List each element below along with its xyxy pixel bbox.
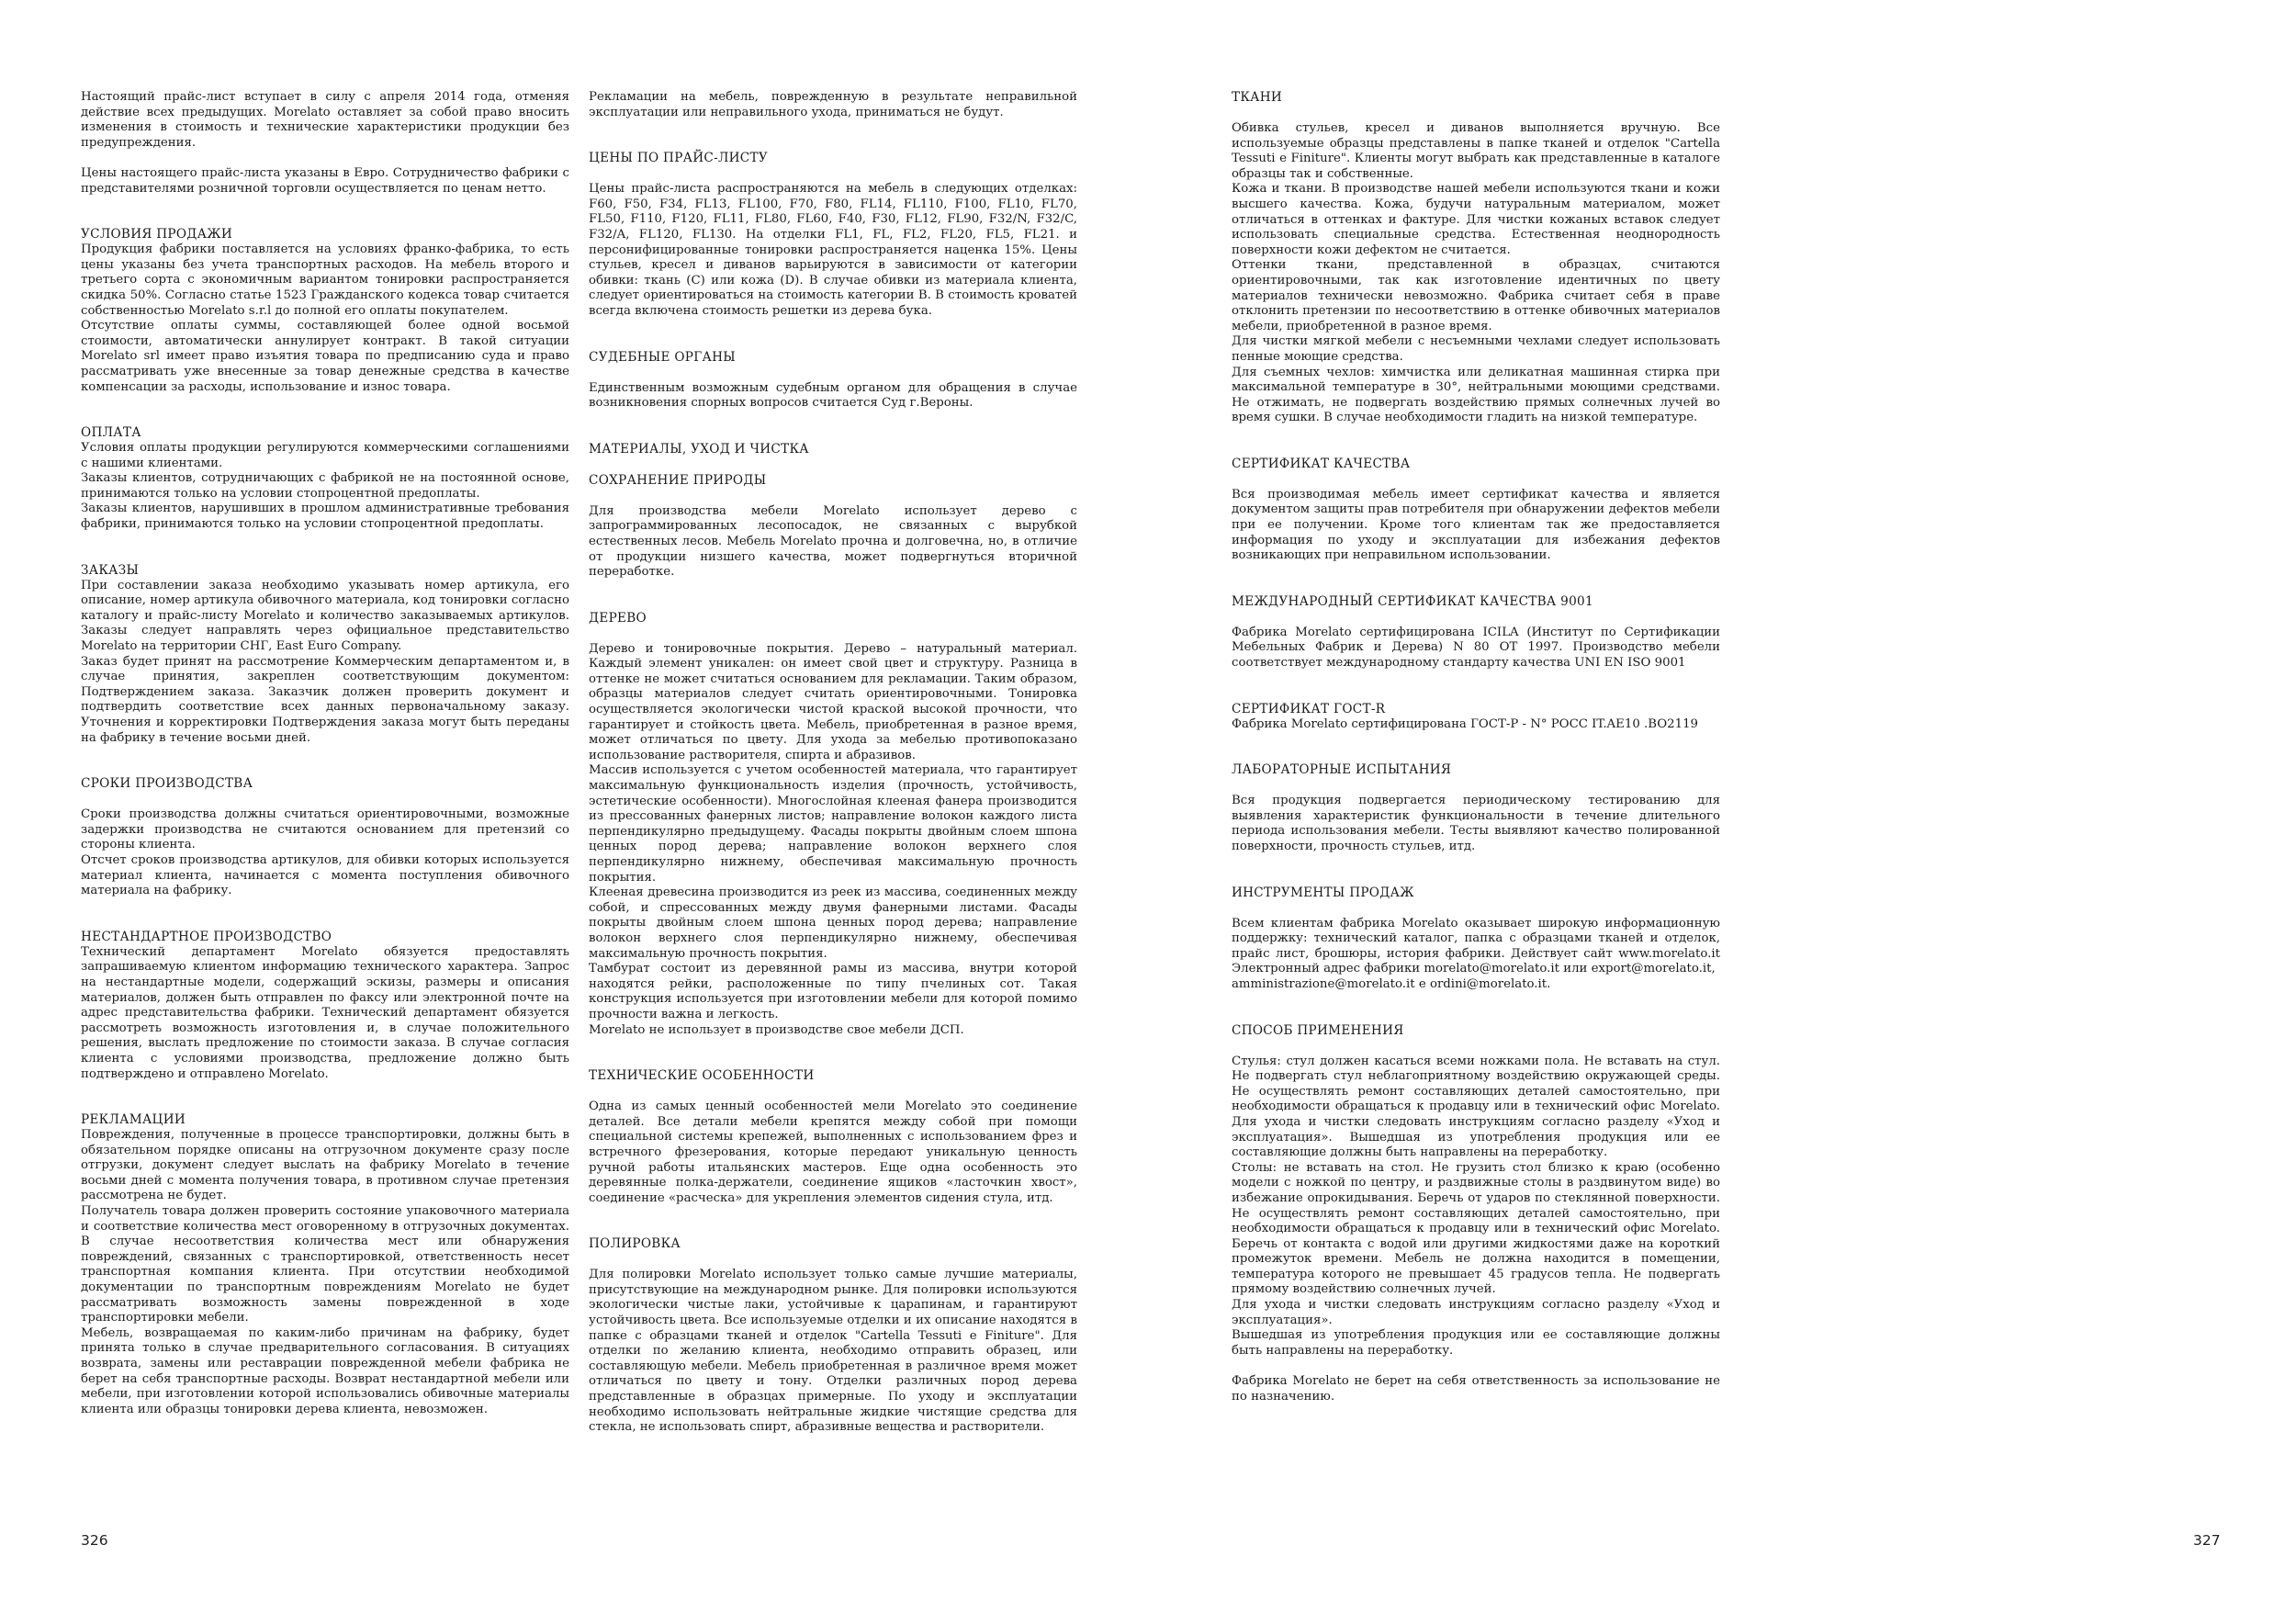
section-paragraph: Обивка стульев, кресел и диванов выполняется вручную. Все используемые образцы представлены в папке тканей и отделок "Cartella Tessuti e Finiture". Клиенты могут выбрать как представленные в каталоге образцы так и собственные.: [1232, 121, 1720, 181]
section-paragraph: Единственным возможным судебным органом для обращения в случае возникновения спорных вопросов считается Суд г.Вероны.: [589, 380, 1077, 411]
section-paragraph: Стулья: стул должен касаться всеми ножками пола. Не вставать на стул. Не подвергать стул неблагоприятному воздействию окружающей среды. Не осуществлять ремонт составляющих деталей самостоятельно, при необходимости обращаться к продавцу или в технический офис Morelato. Для ухода и чистки следовать инструкциям согласно разделу «Уход и эксплуатация». Вышедшая из употребления продукция или ее составляющие должны быть направлены на переработку.: [1232, 1054, 1720, 1160]
section-title: ЗАКАЗЫ: [81, 562, 140, 578]
section-paragraph: Получатель товара должен проверить состояние упаковочного материала и соответствие количества мест оговоренному в отгрузочных документах. В случае несоответствия количества мест или обнаружения повреждений, связанных с транспортировкой, ответственность несет транспортная компания клиента. При отсутствии необходимой документации по транспортным повреждениям Morelato не будет рассматривать возможность замены поврежденной в ходе транспортировки мебели.: [81, 1204, 569, 1325]
page-number-right: 327: [2193, 1532, 2221, 1549]
section-wood: [589, 611, 1077, 1038]
section-paragraph: Массив используется с учетом особенностей материала, что гарантирует максимальную функциональность изделия (прочность, устойчивость, эстетические особенности). Многослойная клееная фанера производится из прессованных фанерных листов; направление волокон каждого листа перпендикулярно предыдущему. Фасады покрыты двойным слоем шпона ценных пород дерева; направление волокон верхнего слоя перпендикулярно нижнему, обеспечивая максимальную прочность покрытия.: [589, 763, 1077, 885]
section-sales-tools: [1232, 885, 1720, 993]
section-paragraph: Для чистки мягкой мебели с несъемными чехлами следует использовать пенные моющие средства.: [1232, 334, 1720, 364]
section-title: ДЕРЕВО: [589, 610, 647, 626]
section-payment: [81, 425, 569, 533]
section-title: МАТЕРИАЛЫ, УХОД И ЧИСТКА: [589, 441, 809, 457]
section-paragraph: Фабрика Morelato сертифицирована ICILA (Институт по Сертификации Мебельных Фабрик и Дерева) N 80 ОТ 1997. Производство мебели соответствует международному стандарту качества UNI EN ISO 9001: [1232, 625, 1720, 671]
section-paragraph: Повреждения, полученные в процессе транспортировки, должны быть в обязательном порядке описаны на отгрузочном документе сразу после отгрузки, документ следует выслать на фабрику Morelato в течение восьми дней с момента получения товара, в противном случае претензия рассмотрена не будет.: [81, 1128, 569, 1203]
section-claims: [81, 1112, 569, 1417]
section-courts: [589, 350, 1077, 412]
section-paragraph: Для съемных чехлов: химчистка или деликатная машинная стирка при максимальной температуре в 30°, нейтральными моющими средствами. Не отжимать, не подвергать воздействию прямых солнечных лучей во время сушки. В случае необходимости гладить на низкой температуре.: [1232, 365, 1720, 425]
section-iso-certificate: [1232, 594, 1720, 671]
section-title: ЦЕНЫ ПО ПРАЙС-ЛИСТУ: [589, 151, 768, 166]
section-usage: [1232, 1023, 1720, 1405]
intro-section: [81, 90, 569, 197]
section-price-list: [589, 151, 1077, 319]
section-paragraph: Одна из самых ценный особенностей мели Morelato это соединение деталей. Все детали мебели крепятся между собой при помощи специальной системы крепежей, выполненных с использованием фрез и встречного фрезерования, которые передают уникальную ценность ручной работы итальянских мастеров. Еще одна особенность это деревянные полка-держатели, соединение ящиков «ласточкин хвост», соединение «расческа» для укрепления элементов сидения стула, итд.: [589, 1100, 1077, 1205]
section-paragraph: Вся производимая мебель имеет сертификат качества и является документом защиты прав потребителя при обнаружении дефектов мебели при ее получении. Кроме того клиентам так же предоставляется информация по уходу и эксплуатации для избежания дефектов возникающих при неправильном использовании.: [1232, 487, 1720, 563]
section-fabrics: [1232, 90, 1720, 426]
section-materials: [589, 442, 1077, 581]
section-paragraph: Заказ будет принят на рассмотрение Коммерческим департаментом и, в случае принятия, закреплен соответствующим документом: Подтверждением заказа. Заказчик должен проверить документ и подтвердить соответствие всех данных первоначальному заказу. Уточнения и корректировки Подтверждения заказа могут быть переданы на фабрику в течение восьми дней.: [81, 654, 569, 745]
section-title: СРОКИ ПРОИЗВОДСТВА: [81, 776, 253, 792]
section-gost-certificate: [1232, 702, 1720, 733]
section-title: ИНСТРУМЕНТЫ ПРОДАЖ: [1232, 885, 1414, 900]
section-paragraph: Оттенки ткани, представленной в образцах, считаются ориентировочными, так как изготовление идентичных по цвету материалов технически невозможно. Фабрика считает себя в праве отклонить претензии по несоответствию в оттенке обивочных материалов мебели, приобретенной в разное время.: [1232, 258, 1720, 333]
section-title: МЕЖДУНАРОДНЫЙ СЕРТИФИКАТ КАЧЕСТВА 9001: [1232, 593, 1593, 609]
section-paragraph: Продукция фабрики поставляется на условиях франко-фабрика, то есть цены указаны без учета транспортных расходов. На мебель второго и третьего сорта с экономичным вариантом тонировки распространяется скидка 50%. Согласно статье 1523 Гражданского кодекса товар считается собственностью Morelato s.r.l до полной его оплаты покупателем.: [81, 242, 569, 318]
section-paragraph: Условия оплаты продукции регулируются коммерческими соглашениями с нашими клиентами.: [81, 441, 569, 470]
section-paragraph: Заказы клиентов, сотрудничающих с фабрикой не на постоянной основе, принимаются только на условии стопроцентной предоплаты.: [81, 471, 569, 501]
section-paragraph: Для полировки Morelato использует только самые лучшие материалы, присутствующие на международном рынке. Для полировки используются экологически чистые лаки, устойчивые к царапинам, и гарантируют устойчивость цвета. Все используемые отделки и их описание находятся в папке с образцами тканей и отделок "Cartella Tessuti e Finiture". Для отделки по желанию клиента, необходимо отправить образец, или составляющую мебели. Мебель приобретенная в различное время может отличаться по цвету и тону. Отделки различных пород дерева представленные в образцах примерные. По уходу и эксплуатации необходимо использовать нейтральные жидкие чистящие средства для стекла, не использовать спирт, абразивные вещества и растворители.: [589, 1268, 1077, 1435]
section-paragraph: Для ухода и чистки следовать инструкциям согласно разделу «Уход и эксплуатация».: [1232, 1298, 1720, 1327]
section-orders: [81, 563, 569, 747]
intro-paragraph: Цены настоящего прайс-листа указаны в Евро. Сотрудничество фабрики с представителями розничной торговли осуществляется по ценам нетто.: [81, 165, 569, 196]
section-paragraph: Цены прайс-листа распространяются на мебель в следующих отделках: F60, F50, F34, FL13, FL100, F70, F80, FL14, FL110, F100, FL10, FL70, FL50, F110, F120, FL11, FL80, FL60, F40, F30, FL12, FL90, F32/N, F32/C, F32/A, FL120, FL130. На отделки FL1, FL, FL2, FL20, FL5, FL21. и персонифицированные тонировки распространяется наценка 15%. Цены стульев, кресел и диванов варьируются в зависимости от категории обивки: ткань (C) или кожа (D). В случае обивки из материала клиента, следует ориентироваться на стоимость категории В. В стоимость кроватей всегда включена стоимость решетки из дерева бука.: [589, 182, 1077, 318]
section-title: НЕСТАНДАРТНОЕ ПРОИЗВОДСТВО: [81, 929, 332, 944]
section-paragraph: Тамбурат состоит из деревянной рамы из массива, внутри которой находятся рейки, расположенные по типу пчелиных сот. Такая конструкция используется при изготовлении мебели для которой помимо прочности важна и легкость.: [589, 962, 1077, 1021]
closing-paragraph: Фабрика Morelato не берет на себя ответственность за использование не по назначению.: [1232, 1374, 1720, 1404]
section-title: ЛАБОРАТОРНЫЕ ИСПЫТАНИЯ: [1232, 762, 1452, 778]
section-paragraph: Столы: не вставать на стол. Не грузить стол близко к краю (особенно модели с ножкой по центру, и раздвижные столы в раздвинутом виде) во избежание опрокидывания. Беречь от ударов по стеклянной поверхности. Не осуществлять ремонт составляющих деталей самостоятельно, при необходимости обращаться к продавцу или в технический офис Morelato. Беречь от контакта с водой или другими жидкостями даже на короткий промежуток времени. Мебель не должна находится в помещении, температура которого не превышает 45 градусов тепла. Не подвергать прямому воздействию солнечных лучей.: [1232, 1160, 1720, 1297]
section-paragraph: Заказы клиентов, нарушивших в прошлом административные требования фабрики, принимаются только на условии стопроцентной предоплаты.: [81, 502, 569, 532]
section-title: ТКАНИ: [1232, 90, 1283, 105]
section-subtitle: СОХРАНЕНИЕ ПРИРОДЫ: [589, 472, 767, 488]
section-paragraph: amministrazione@morelato.it e ordini@morelato.it.: [1232, 976, 1551, 991]
section-title: ПОЛИРОВКА: [589, 1236, 681, 1252]
section-paragraph: Morelato не использует в производстве свое мебели ДСП.: [589, 1022, 964, 1037]
section-paragraph: Технический департамент Morelato обязуется предоставлять запрашиваемую клиентом информацию технического характера. Запрос на нестандартные модели, содержащий эскизы, размеры и описания материалов, должен быть отправлен по факсу или электронной почте на адрес представительства фабрики. Технический департамент обязуется рассмотреть возможность изготовления и, в случае положительного решения, выслать предложение по стоимости заказа. В случае согласия клиента с условиями производства, предложение должно быть подтверждено и отправлено Morelato.: [81, 944, 569, 1081]
section-paragraph: Дерево и тонировочные покрытия. Дерево – натуральный материал. Каждый элемент уникален: он имеет свой цвет и структуру. Разница в оттенке не может считаться основанием для рекламации. Таким образом, образцы материалов следует считать ориентировочными. Тонировка осуществляется экологически чистой краской высокой прочности, что гарантирует и стойкость цвета. Мебель, приобретенная в разное время, может отличаться по цвету. Для ухода за мебелью противопоказано использование растворителя, спирта и абразивов.: [589, 641, 1077, 762]
section-title: СЕРТИФИКАТ КАЧЕСТВА: [1232, 456, 1411, 471]
section-paragraph: Кожа и ткани. В производстве нашей мебели используются ткани и кожи высшего качества. Кожа, будучи натуральным материалом, может отличаться в оттенках и фактуре. Для чистки кожаных вставок следует использовать специальные средства. Естественная неоднородность поверхности кожи дефектом не считается.: [1232, 182, 1720, 257]
section-title: ОПЛАТА: [81, 425, 141, 441]
section-technical-features: [589, 1068, 1077, 1206]
column-middle: [589, 90, 1077, 1436]
section-quality-certificate: [1232, 457, 1720, 564]
column-right: [1232, 90, 1720, 1404]
section-title: СУДЕБНЫЕ ОРГАНЫ: [589, 349, 736, 365]
section-paragraph: Для производства мебели Morelato использует дерево с запрограммированных лесопосадок, не связанных с вырубкой естественных лесов. Мебель Morelato прочна и долговечна, но, в отличие от продукции низшего качества, может подвергнуться вторичной переработке.: [589, 503, 1077, 580]
section-custom-production: [81, 930, 569, 1082]
section-title: ТЕХНИЧЕСКИЕ ОСОБЕННОСТИ: [589, 1068, 815, 1084]
section-paragraph: Сроки производства должны считаться ориентировочными, возможные задержки производства не считаются основанием для претензий со стороны клиента.: [81, 807, 569, 852]
section-paragraph: Всем клиентам фабрика Morelato оказывает широкую информационную поддержку: технический каталог, папка с образцами тканей и отделок, прайс лист, брошюры, история фабрики. Действует сайт www.morelato.it Электронный адрес фабрики morelato@morelato.it или export@morelato.it,: [1232, 916, 1720, 976]
section-paragraph: Вся продукция подвергается периодическому тестированию для выявления характеристик функциональности в течение длительного периода использования мебели. Тесты выявляют качество полированной поверхности, прочность стульев, итд.: [1232, 794, 1720, 853]
section-title: УСЛОВИЯ ПРОДАЖИ: [81, 227, 232, 242]
section-paragraph: При составлении заказа необходимо указывать номер артикула, его описание, номер артикула обивочного материала, код тонировки согласно каталогу и прайс-листу Morelato и количество заказываемых артикулов. Заказы следует направлять через официальное представительство Morelato на территории СНГ, East Euro Company.: [81, 578, 569, 654]
section-title: СЕРТИФИКАТ ГОСТ-R: [1232, 701, 1386, 716]
section-paragraph: Вышедшая из употребления продукция или ее составляющие должны быть направлены на переработку.: [1232, 1328, 1720, 1358]
section-paragraph: Клееная древесина производится из реек из массива, соединенных между собой, и спрессованных между двумя фанерными листами. Фасады покрыты двойным слоем шпона ценных пород дерева; направление волокон верхнего слоя перпендикулярно нижнему, обеспечивая максимальную прочность покрытия.: [589, 885, 1077, 961]
section-title: РЕКЛАМАЦИИ: [81, 1112, 186, 1128]
section-paragraph: Мебель, возвращаемая по каким-либо причинам на фабрику, будет принята только в случае предварительного согласования. В ситуациях возврата, замены или реставрации поврежденной мебели фабрика не берет на себя транспортные расходы. Возврат нестандартной мебели или мебели, при изготовлении которой использовались обивочные материалы клиента или образцы тонировки дерева клиента, невозможен.: [81, 1325, 569, 1416]
section-sale-terms: [81, 227, 569, 395]
intro-section: [589, 90, 1077, 120]
intro-paragraph: Настоящий прайс-лист вступает в силу с апреля 2014 года, отменяя действие всех предыдущих. Morelato оставляет за собой право вносить изменения в стоимость и технические характеристики продукции без предупреждения.: [81, 90, 569, 150]
section-title: СПОСОБ ПРИМЕНЕНИЯ: [1232, 1022, 1404, 1038]
page-number-left: 326: [81, 1532, 108, 1549]
section-lab-tests: [1232, 762, 1720, 854]
section-paragraph: Фабрика Morelato сертифицирована ГОСТ-Р - N° РОСС IT.AE10 .BO2119: [1232, 716, 1698, 731]
section-paragraph: Отсчет сроков производства артикулов, для обивки которых используется материал клиента, начинается с момента поступления обивочного материала на фабрику.: [81, 852, 569, 898]
section-production-times: [81, 776, 569, 899]
section-polishing: [589, 1236, 1077, 1436]
section-paragraph: Отсутствие оплаты суммы, составляющей более одной восьмой стоимости, автоматически аннулирует контракт. В такой ситуации Morelato srl имеет право изъятия товара по предписанию суда и право рассматривать уже внесенные за товар денежные средства в качестве компенсации за расходы, использование и износ товара.: [81, 319, 569, 394]
column-left: [81, 90, 569, 1417]
intro-paragraph: Рекламации на мебель, поврежденную в результате неправильной эксплуатации или неправильного ухода, приниматься не будут.: [589, 90, 1077, 119]
